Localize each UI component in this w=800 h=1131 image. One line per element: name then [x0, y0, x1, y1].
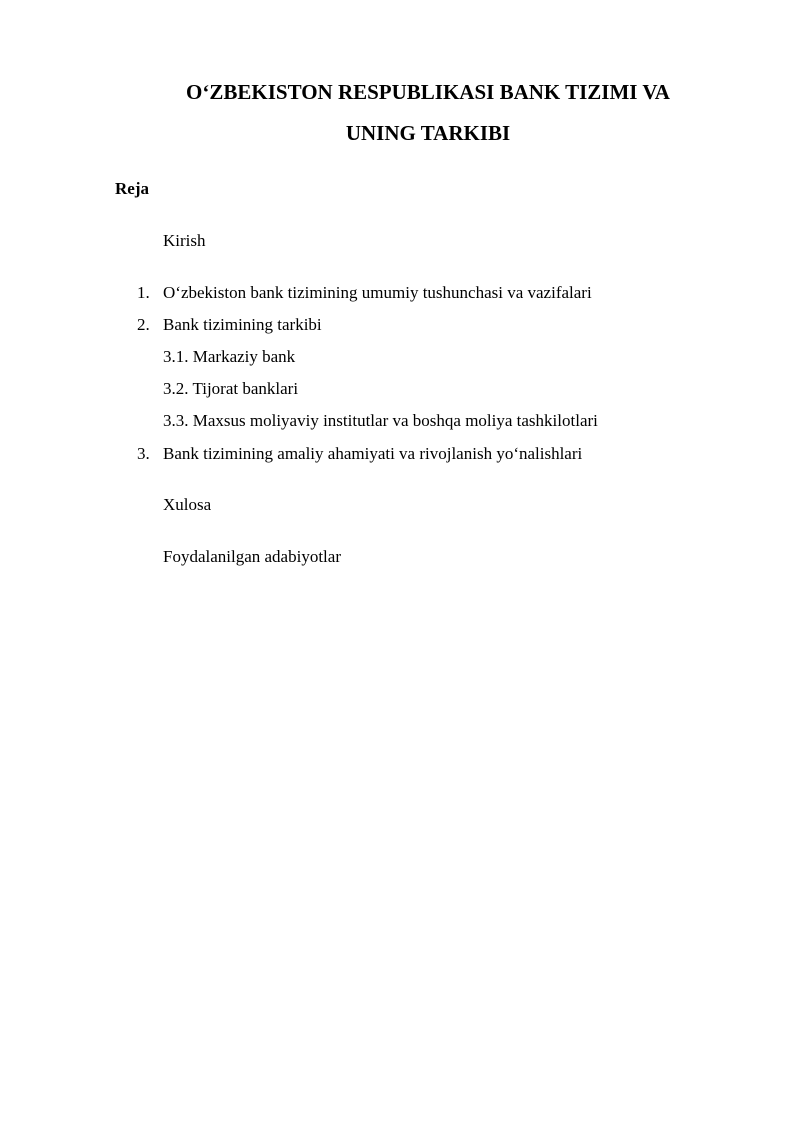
list-item-text-3: Bank tizimining amaliy ahamiyati va rivojlanish yo‘nalishlari [163, 444, 583, 463]
references-item: Foydalanilgan adabiyotlar [163, 547, 341, 566]
intro-item: Kirish [163, 231, 206, 250]
list-item-text-1: O‘zbekiston bank tizimining umumiy tushunchasi va vazifalari [163, 283, 592, 302]
plan-heading: Reja [115, 179, 149, 198]
list-item-number-2: 2. [137, 315, 150, 334]
conclusion-item: Xulosa [163, 495, 212, 514]
document-title-line-1: O‘ZBEKISTON RESPUBLIKASI BANK TIZIMI VA [186, 80, 670, 104]
sub-item-1: 3.1. Markaziy bank [163, 347, 296, 366]
list-item-number-1: 1. [137, 283, 150, 302]
document-title-line-2: UNING TARKIBI [345, 121, 511, 145]
list-item-text-2: Bank tizimining tarkibi [163, 315, 322, 334]
sub-item-3: 3.3. Maxsus moliyaviy institutlar va boshqa moliya tashkilotlari [163, 411, 598, 430]
sub-item-2: 3.2. Tijorat banklari [163, 379, 299, 398]
list-item-number-3: 3. [137, 444, 150, 463]
